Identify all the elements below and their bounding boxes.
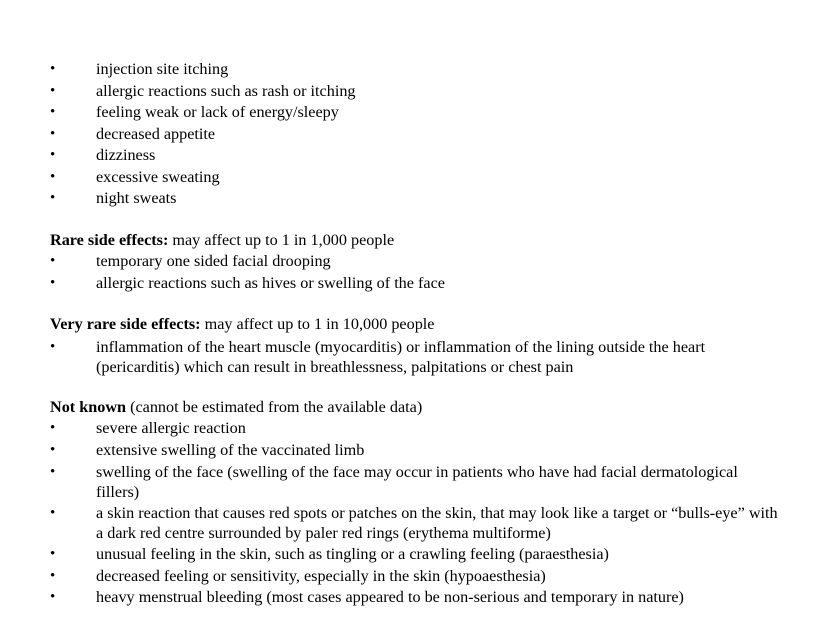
list-item [0, 566, 832, 588]
very-rare-side-effects-heading [0, 314, 832, 336]
list-item-text: decreased appetite [96, 124, 216, 143]
list-item-text: injection site itching [96, 60, 229, 78]
list-item-text: dizziness [96, 146, 156, 164]
bullet-icon: • [50, 104, 56, 120]
bullet-icon: • [50, 61, 56, 77]
list-item-text: a skin reaction that causes red spots or patches on the skin, that may look like a target or “bulls-eye” with a dark red centre surrounded by paler red rings (erythema multiforme) [96, 504, 778, 542]
section-description: may affect up to 1 in 1,000 people [168, 230, 395, 249]
list-item [0, 81, 832, 103]
bullet-icon: • [50, 190, 56, 206]
list-item-text: temporary one sided facial drooping [96, 252, 331, 270]
bullet-icon: • [50, 253, 56, 269]
side-effects-document [0, 59, 832, 609]
list-item-text: night sweats [96, 189, 177, 207]
list-item-text: inflammation of the heart muscle (myocarditis) or inflammation of the lining outside the heart (pericarditis) which can result in breathlessness, palpitations or chest pain [96, 337, 706, 376]
rare-side-effects-list [0, 251, 832, 294]
bullet-icon: • [50, 338, 56, 355]
list-item-text: unusual feeling in the skin, such as tingling or a crawling feeling (paraesthesia) [96, 545, 609, 563]
section-description: (cannot be estimated from the available data) [126, 397, 423, 416]
not-known-side-effects-heading [0, 397, 832, 419]
list-item [0, 124, 832, 146]
list-item [0, 102, 832, 124]
list-item [0, 59, 832, 81]
list-item [0, 587, 832, 609]
list-item [0, 544, 832, 566]
bullet-icon: • [50, 567, 56, 584]
rare-side-effects-heading [0, 230, 832, 252]
bullet-icon: • [50, 125, 56, 142]
list-item-text: excessive sweating [96, 167, 220, 186]
list-item [0, 503, 832, 543]
bullet-icon: • [50, 82, 56, 99]
list-item [0, 337, 832, 377]
section-description: may affect up to 1 in 10,000 people [200, 315, 435, 333]
list-item [0, 273, 832, 295]
very-rare-side-effects-list [0, 337, 832, 377]
bullet-icon: • [50, 464, 56, 480]
section-title: Not known [50, 397, 127, 416]
list-item [0, 418, 832, 440]
list-item-text: allergic reactions such as hives or swelling of the face [96, 273, 445, 292]
not-known-side-effects-list [0, 418, 832, 609]
list-item [0, 188, 832, 210]
bullet-icon: • [50, 505, 56, 521]
list-item [0, 440, 832, 462]
section-title: Rare side effects: [50, 230, 169, 249]
list-item-text: feeling weak or lack of energy/sleepy [96, 103, 339, 121]
list-item-text: heavy menstrual bleeding (most cases appeared to be non-serious and temporary in nature) [96, 588, 684, 606]
list-item [0, 251, 832, 273]
bullet-icon: • [50, 441, 56, 458]
bullet-icon: • [50, 147, 56, 163]
list-item [0, 145, 832, 167]
bullet-icon: • [50, 274, 56, 291]
bullet-icon: • [50, 168, 56, 185]
list-item [0, 167, 832, 189]
bullet-icon: • [50, 589, 56, 605]
bullet-icon: • [50, 420, 56, 436]
list-item [0, 462, 832, 502]
bullet-icon: • [50, 546, 56, 562]
common-side-effects-list [0, 59, 832, 210]
list-item-text: severe allergic reaction [96, 419, 246, 437]
list-item-text: decreased feeling or sensitivity, especially in the skin (hypoaesthesia) [96, 566, 546, 585]
list-item-text: allergic reactions such as rash or itching [96, 81, 356, 100]
section-title: Very rare side effects: [50, 315, 201, 333]
list-item-text: swelling of the face (swelling of the face may occur in patients who have had facial dermatological fillers) [96, 463, 738, 501]
list-item-text: extensive swelling of the vaccinated limb [96, 440, 365, 459]
